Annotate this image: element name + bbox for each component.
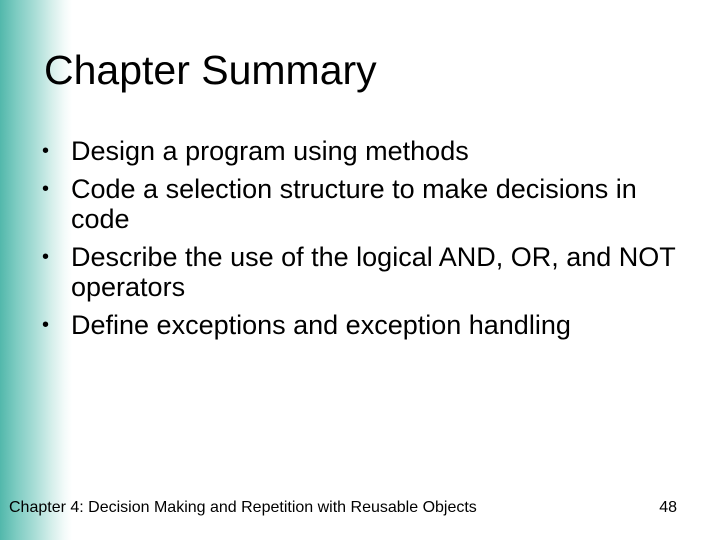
bullet-dot-icon: • bbox=[42, 246, 50, 268]
bullet-dot-icon: • bbox=[42, 140, 50, 162]
summary-bullet-logical-operators bbox=[42, 242, 682, 302]
bullet-text: Define exceptions and exception handling bbox=[71, 310, 571, 340]
bullet-text: Design a program using methods bbox=[71, 136, 469, 166]
bullet-dot-icon: • bbox=[42, 314, 50, 336]
bullet-text: Code a selection structure to make decisions in code bbox=[71, 174, 637, 234]
bullet-dot-icon: • bbox=[42, 178, 50, 200]
slide-title: Chapter Summary bbox=[44, 47, 377, 93]
slide-page-number: 48 bbox=[659, 499, 677, 516]
summary-bullet-exceptions bbox=[42, 310, 682, 340]
bullet-text: Describe the use of the logical AND, OR, and NOT operators bbox=[71, 242, 676, 302]
summary-bullet-design-program bbox=[42, 136, 682, 166]
summary-bullet-list bbox=[42, 136, 682, 348]
slide-footer-text: Chapter 4: Decision Making and Repetition with Reusable Objects bbox=[9, 499, 477, 516]
summary-bullet-selection-structure bbox=[42, 174, 682, 234]
